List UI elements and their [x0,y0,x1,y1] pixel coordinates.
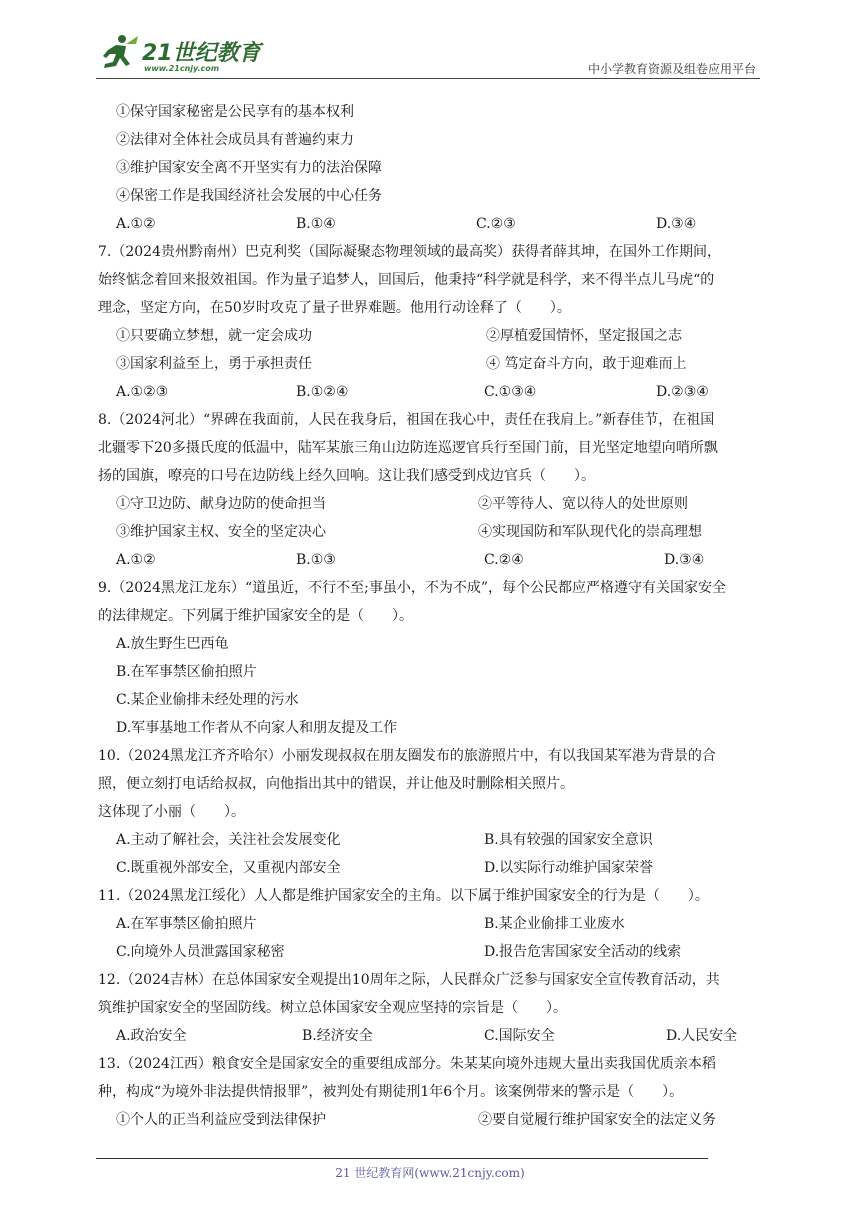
option-row [98,350,762,378]
choice-c: C.②④ [484,552,524,568]
logo-url: www.21cnjy.com [144,64,220,73]
question-text: 9.（2024黑龙江龙东）“道虽近，不行不至;事虽小，不为不成”，每个公民都应严格遵守有关国家安全 [98,580,727,596]
page-header [96,30,760,82]
question-text: 13.（2024江西）粮食安全是国家安全的重要组成部分。朱某某向境外违规大量出卖我国优质亲本稻 [98,1056,716,1072]
option-1: ①个人的正当利益应受到法律保护 [116,1112,326,1128]
choice-c: C.②③ [476,216,516,232]
option-1: ①只要确立梦想，就一定会成功 [116,328,312,344]
choice-b: B.①④ [296,216,336,232]
option-2: ②平等待人、宽以待人的处世原则 [478,496,688,512]
choice-a: A.①②③ [116,384,169,400]
choice-a: A.①② [116,552,156,568]
choice-b: B.①②④ [296,384,349,400]
footer-text: 21 世纪教育网(www.21cnjy.com) [335,1166,525,1180]
header-divider [96,78,760,79]
option-4: ④实现国防和军队现代化的崇高理想 [478,524,702,540]
option-4: ④ 笃定奋斗方向，敢于迎难而上 [486,356,687,372]
question-text: 8.（2024河北）“界碑在我面前，人民在我身后，祖国在我心中，责任在我肩上。”新春佳节，在祖国 [98,412,715,428]
question-text: 种，构成“为境外非法提供情报罪”，被判处有期徒刑1年6个月。该案例带来的警示是（ ）。 [98,1084,684,1100]
choice-d: D.军事基地工作者从不向家人和朋友提及工作 [116,720,398,736]
runner-logo-icon [96,32,140,76]
option-row [98,1106,762,1134]
question-text: 12.（2024吉林）在总体国家安全观提出10周年之际，人民群众广泛参与国家安全宣传教育活动，共 [98,972,720,988]
question-text: 筑维护国家安全的坚固防线。树立总体国家安全观应坚持的宗旨是（ ）。 [98,1000,567,1016]
question-text: 11.（2024黑龙江绥化）人人都是维护国家安全的主角。以下属于维护国家安全的行为是（ ）。 [98,888,709,904]
option-row [98,322,762,350]
choice-b: B.①③ [296,552,336,568]
question-text: 理念，坚定方向，在50岁时攻克了量子世界难题。他用行动诠释了（ ）。 [98,300,571,316]
choice-a: A.①② [116,216,156,232]
choice-b: B.具有较强的国家安全意识 [484,832,653,848]
choice-d: D.以实际行动维护国家荣誉 [484,860,654,876]
logo-text: 21世纪教育 [142,41,261,66]
answer-choices [98,1022,762,1050]
option-1: ①守卫边防、献身边防的使命担当 [116,496,326,512]
answer-choices [98,210,762,238]
question-text: 北疆零下20多摄氏度的低温中，陆军某旅三角山边防连巡逻官兵行至国门前，目光坚定地望向哨所飘 [98,440,718,456]
option-2: ②厚植爱国情怀，坚定报国之志 [486,328,682,344]
question-text: 10.（2024黑龙江齐齐哈尔）小丽发现叔叔在朋友圈发布的旅游照片中，有以我国某军港为背景的合 [98,748,716,764]
answer-choices [98,378,762,406]
choice-d: D.③④ [664,552,705,568]
footer-divider [96,1158,708,1159]
question-text: 照，便立刻打电话给叔叔，向他指出其中的错误，并让他及时删除相关照片。 [98,776,574,792]
answer-choices [98,938,762,966]
option-line: ①保守国家秘密是公民享有的基本权利 [116,104,354,120]
question-text: 7.（2024贵州黔南州）巴克利奖（国际凝聚态物理领域的最高奖）获得者薛其坤，在国外工作期间， [98,244,721,260]
choice-c: C.国际安全 [484,1028,555,1044]
choice-a: A.政治安全 [116,1028,187,1044]
option-2: ②要自觉履行维护国家安全的法定义务 [478,1112,716,1128]
answer-choices [98,826,762,854]
option-3: ③国家利益至上，勇于承担责任 [116,356,312,372]
choice-c: C.向境外人员泄露国家秘密 [116,944,285,960]
option-row [98,490,762,518]
choice-d: D.人民安全 [666,1028,738,1044]
option-line: ③维护国家安全离不开坚实有力的法治保障 [116,160,382,176]
choice-d: D.②③④ [656,384,709,400]
answer-choices [98,546,762,574]
header-platform-text: 中小学教育资源及组卷应用平台 [587,62,756,76]
option-line: ④保密工作是我国经济社会发展的中心任务 [116,188,382,204]
question-text: 扬的国旗，嘹亮的口号在边防线上经久回响。这让我们感受到戍边官兵（ ）。 [98,468,595,484]
choice-b: B.某企业偷排工业废水 [484,916,625,932]
question-text: 这体现了小丽（ ）。 [98,804,245,820]
option-3: ③维护国家主权、安全的坚定决心 [116,524,326,540]
choice-a: A.在军事禁区偷拍照片 [116,916,257,932]
choice-b: B.在军事禁区偷拍照片 [116,664,257,680]
question-text: 的法律规定。下列属于维护国家安全的是（ ）。 [98,608,413,624]
choice-d: D.报告危害国家安全活动的线索 [484,944,682,960]
question-content [98,98,762,1134]
choice-c: C.某企业偷排未经处理的污水 [116,692,299,708]
choice-d: D.③④ [656,216,697,232]
answer-choices [98,910,762,938]
question-text: 始终惦念着回来报效祖国。作为量子追梦人，回国后，他秉持“科学就是科学，来不得半点儿马虎“的 [98,272,715,288]
option-row [98,518,762,546]
choice-b: B.经济安全 [302,1028,373,1044]
choice-a: A.主动了解社会，关注社会发展变化 [116,832,341,848]
answer-choices [98,854,762,882]
logo [96,30,266,78]
choice-c: C.既重视外部安全，又重视内部安全 [116,860,341,876]
option-line: ②法律对全体社会成员具有普遍约束力 [116,132,354,148]
choice-a: A.放生野生巴西龟 [116,636,229,652]
choice-c: C.①③④ [484,384,537,400]
